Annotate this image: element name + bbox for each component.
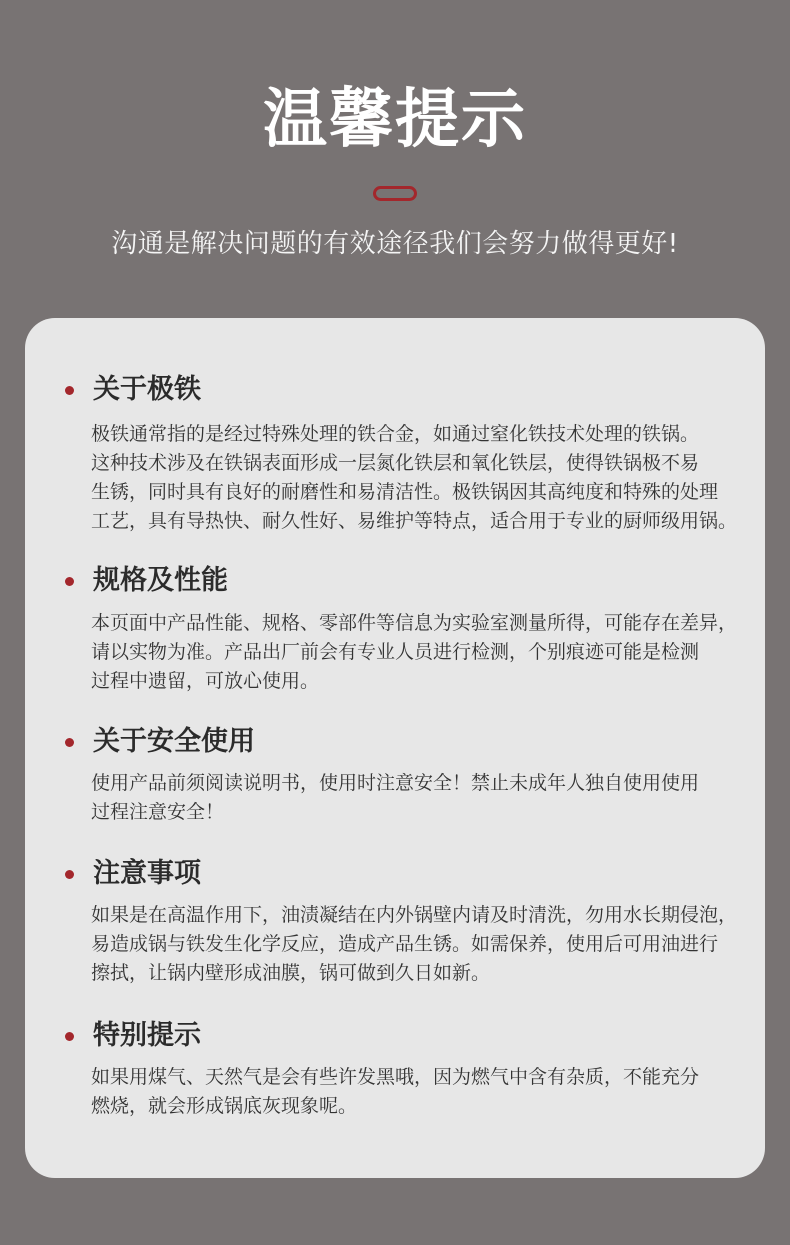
body-line: 使用产品前须阅读说明书，使用时注意安全！禁止未成年人独自使用使用 <box>91 772 700 794</box>
body-line: 易造成锅与铁发生化学反应，造成产品生锈。如需保养，使用后可用油进行 <box>91 933 719 955</box>
body-line: 如果是在高温作用下，油渍凝结在内外锅壁内请及时清洗，勿用水长期侵泡， <box>91 904 738 926</box>
title-divider <box>373 186 417 201</box>
section-title: 规格及性能 <box>93 565 228 596</box>
body-line: 过程中遗留，可放心使用。 <box>91 670 320 692</box>
body-line: 生锈，同时具有良好的耐磨性和易清洁性。极铁锅因其高纯度和特殊的处理 <box>91 481 719 503</box>
page-subtitle: 沟通是解决问题的有效途径我们会努力做得更好! <box>111 229 679 259</box>
body-line: 燃烧，就会形成锅底灰现象呢。 <box>91 1095 358 1117</box>
section-body <box>91 769 761 827</box>
bullet-dot <box>65 738 74 747</box>
body-line: 请以实物为准。产品出厂前会有专业人员进行检测，个别痕迹可能是检测 <box>91 641 700 663</box>
body-line: 本页面中产品性能、规格、零部件等信息为实验室测量所得，可能存在差异， <box>91 612 738 634</box>
bullet-dot <box>65 870 74 879</box>
section-body <box>91 1063 761 1121</box>
body-line: 极铁通常指的是经过特殊处理的铁合金，如通过窒化铁技术处理的铁锅。 <box>91 423 700 445</box>
body-line: 这种技术涉及在铁锅表面形成一层氮化铁层和氧化铁层，使得铁锅极不易 <box>91 452 700 474</box>
page-title: 温馨提示 <box>263 83 527 157</box>
bullet-dot <box>65 577 74 586</box>
body-line: 擦拭，让锅内壁形成油膜，锅可做到久日如新。 <box>91 962 491 984</box>
page-header <box>0 0 790 318</box>
section-title: 注意事项 <box>93 858 201 889</box>
section-title: 关于极铁 <box>93 374 201 405</box>
bullet-dot <box>65 1032 74 1041</box>
section-body <box>91 609 761 696</box>
bullet-dot <box>65 386 74 395</box>
section-title: 特别提示 <box>93 1020 201 1051</box>
notice-card <box>25 318 765 1178</box>
body-line: 工艺，具有导热快、耐久性好、易维护等特点，适合用于专业的厨师级用锅。 <box>91 510 738 532</box>
body-line: 如果用煤气、天然气是会有些许发黑哦，因为燃气中含有杂质，不能充分 <box>91 1066 700 1088</box>
body-line: 过程注意安全！ <box>91 801 225 823</box>
section-body <box>91 420 761 536</box>
section-body <box>91 901 761 988</box>
section-title: 关于安全使用 <box>93 726 255 757</box>
